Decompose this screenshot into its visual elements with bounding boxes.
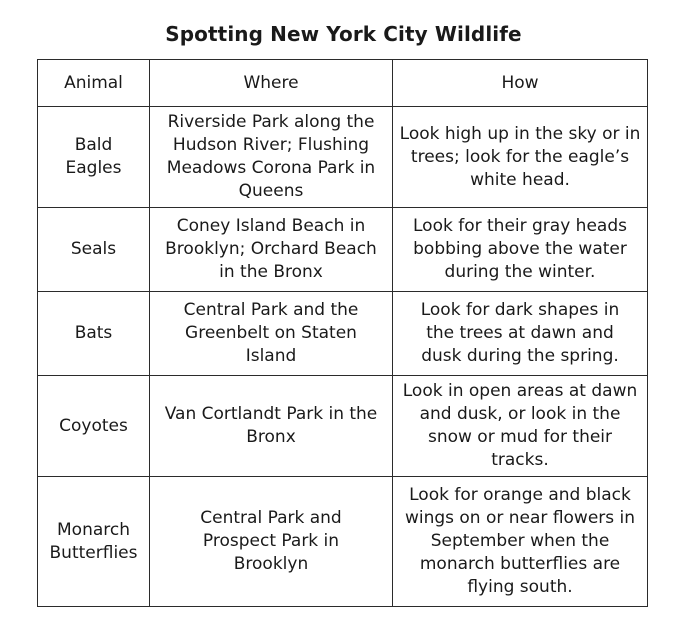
animal-cell: Bald Eagles bbox=[38, 107, 150, 208]
table-header-row bbox=[38, 60, 648, 107]
where-cell: Van Cortlandt Park in the Bronx bbox=[150, 376, 393, 477]
animal-cell: Coyotes bbox=[38, 376, 150, 477]
wildlife-table bbox=[37, 59, 648, 607]
table-row bbox=[38, 208, 648, 292]
how-cell: Look in open areas at dawn and dusk, or look in the snow or mud for their tracks. bbox=[393, 376, 648, 477]
how-cell: Look for dark shapes in the trees at dawn and dusk during the spring. bbox=[393, 292, 648, 376]
where-cell: Central Park and Prospect Park in Brooklyn bbox=[150, 477, 393, 607]
where-cell: Riverside Park along the Hudson River; Flushing Meadows Corona Park in Queens bbox=[150, 107, 393, 208]
animal-cell: Seals bbox=[38, 208, 150, 292]
table-row bbox=[38, 477, 648, 607]
page-title: Spotting New York City Wildlife bbox=[165, 22, 522, 46]
how-cell: Look for their gray heads bobbing above the water during the winter. bbox=[393, 208, 648, 292]
where-cell: Coney Island Beach in Brooklyn; Orchard Beach in the Bronx bbox=[150, 208, 393, 292]
column-header-how: How bbox=[393, 60, 648, 107]
column-header-animal: Animal bbox=[38, 60, 150, 107]
table-row bbox=[38, 292, 648, 376]
table-row bbox=[38, 107, 648, 208]
table-row bbox=[38, 376, 648, 477]
animal-cell: Bats bbox=[38, 292, 150, 376]
column-header-where: Where bbox=[150, 60, 393, 107]
how-cell: Look for orange and black wings on or near flowers in September when the monarch butterflies are flying south. bbox=[393, 477, 648, 607]
how-cell: Look high up in the sky or in trees; look for the eagle’s white head. bbox=[393, 107, 648, 208]
animal-cell: Monarch Butterflies bbox=[38, 477, 150, 607]
where-cell: Central Park and the Greenbelt on Staten Island bbox=[150, 292, 393, 376]
